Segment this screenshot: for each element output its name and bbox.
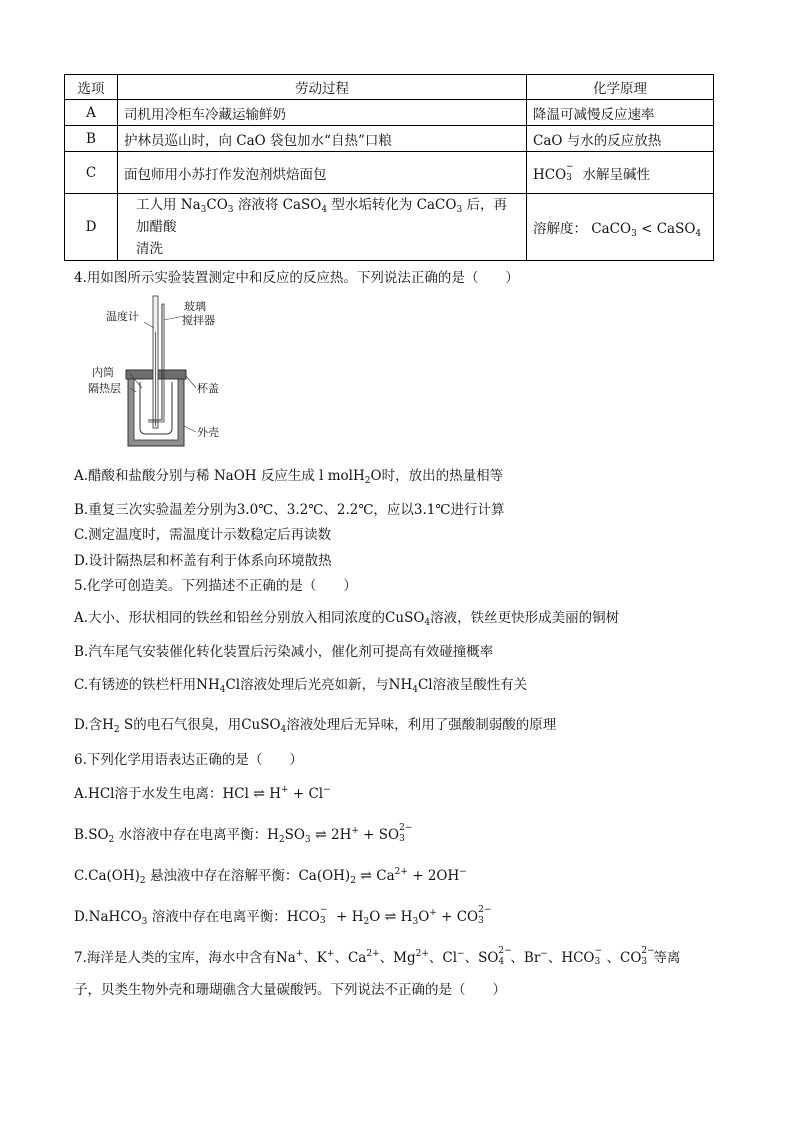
question-4-option-a: A.醋酸和盐酸分别与稀 NaOH 反应生成 l molH$_2$O时，放出的热量相等 xyxy=(74,468,504,486)
question-4-option-c: C.测定温度时，需温度计示数稳定后再读数 xyxy=(74,527,332,543)
question-7-line-1: 7.海洋是人类的宝库，海水中含有Na+、K+、$Ca^{2+}$、$Mg^{2+}$、Cl−、SO 2− 4 、Br−、HCO − 3 、CO 2− 3 等离 xyxy=(74,945,681,967)
stirrer-label-1: 玻璃 xyxy=(184,300,206,313)
question-4-option-d: D.设计隔热层和杯盖有利于体系向环境散热 xyxy=(74,553,332,569)
header-process: 劳动过程 xyxy=(118,75,527,100)
option-label: C xyxy=(65,152,118,194)
question-5-option-a: A.大小、形状相同的铁丝和铅丝分别放入相同浓度的CuSO$_4$溶液，铁丝更快形成美丽的铜树 xyxy=(74,610,620,628)
stirrer-label-2: 搅拌器 xyxy=(182,314,215,327)
question-6-stem: 6.下列化学用语表达正确的是（ ） xyxy=(74,752,303,768)
question-6-option-d: D.NaHCO$_3$ 溶液中存在电离平衡：HCO − 3 + $H_2O$ ⇌ $H_3O^+$ + CO 2− 3 xyxy=(74,904,492,927)
question-7-line-2: 子，贝类生物外壳和珊瑚礁含大量碳酸钙。下列说法不正确的是（ ） xyxy=(74,982,506,998)
question-6-option-c: $C.Ca(OH)_2$ 悬浊液中存在溶解平衡：$Ca(OH)_2$ ⇌ $Ca^{2+} + 2OH^-$ xyxy=(74,867,467,886)
question-4-option-b: B.重复三次实验温差分别为3.0℃、3.2℃、2.2℃，应以3.1℃进行计算 xyxy=(74,502,505,518)
principle-cell: HCO − 3 水解呈碱性 xyxy=(527,152,714,194)
option-label: B xyxy=(65,126,118,152)
inner-cup-label: 内筒 xyxy=(92,366,114,379)
header-option: 选项 xyxy=(65,75,118,100)
calorimeter-figure xyxy=(88,292,228,452)
thermometer-label: 温度计 xyxy=(106,310,139,323)
question-5-option-c: C.有锈迹的铁栏杆用$NH_4Cl$溶液处理后光亮如新，与$NH_4Cl$溶液呈酸性有关 xyxy=(74,677,528,695)
table-row xyxy=(65,126,714,152)
table-row xyxy=(65,152,714,194)
process-cell: 司机用冷柜车冷藏运输鲜奶 xyxy=(118,100,527,126)
options-table xyxy=(64,74,714,261)
lid-label: 杯盖 xyxy=(197,382,219,395)
table-header-row xyxy=(65,75,714,100)
option-label: D xyxy=(65,194,118,261)
table-row xyxy=(65,194,714,261)
question-5-stem: 5.化学可创造美。下列描述不正确的是（ ） xyxy=(74,578,357,594)
header-principle: 化学原理 xyxy=(527,75,714,100)
question-6-option-b: $B.SO_2$ 水溶液中存在电离平衡：$H_2SO_3$ ⇌ 2H+ + SO 2− 3 xyxy=(74,822,413,845)
principle-cell: 溶解度： CaCO$_3$ < CaSO$_4$ xyxy=(527,194,714,261)
insulation-label: 隔热层 xyxy=(88,382,121,395)
table-row xyxy=(65,100,714,126)
principle-cell: CaO 与水的反应放热 xyxy=(527,126,714,152)
shell-label: 外壳 xyxy=(197,426,219,439)
process-cell: 面包师用小苏打作发泡剂烘焙面包 xyxy=(118,152,527,194)
question-6-option-a: A.HCl溶于水发生电离：HCl ⇌ H+ + Cl− xyxy=(74,785,331,802)
process-cell: 护林员巡山时，向 CaO 袋包加水“自热”口粮 xyxy=(118,126,527,152)
question-4-stem: 4.用如图所示实验装置测定中和反应的反应热。下列说法正确的是（ ） xyxy=(74,270,519,286)
principle-cell: 降温可减慢反应速率 xyxy=(527,100,714,126)
question-5-option-b: B.汽车尾气安装催化转化装置后污染减小，催化剂可提高有效碰撞概率 xyxy=(74,644,494,660)
process-cell: 工人用 $Na_3CO_3$ 溶液将 CaSO$_4$ 型水垢转化为 CaCO$_3$ 后，再加醋酸 清洗 xyxy=(118,194,527,261)
question-5-option-d: D.含$H_2$ S的电石气很臭，用CuSO$_4$溶液处理后无异味，利用了强酸制弱酸的原理 xyxy=(74,717,557,735)
option-label: A xyxy=(65,100,118,126)
